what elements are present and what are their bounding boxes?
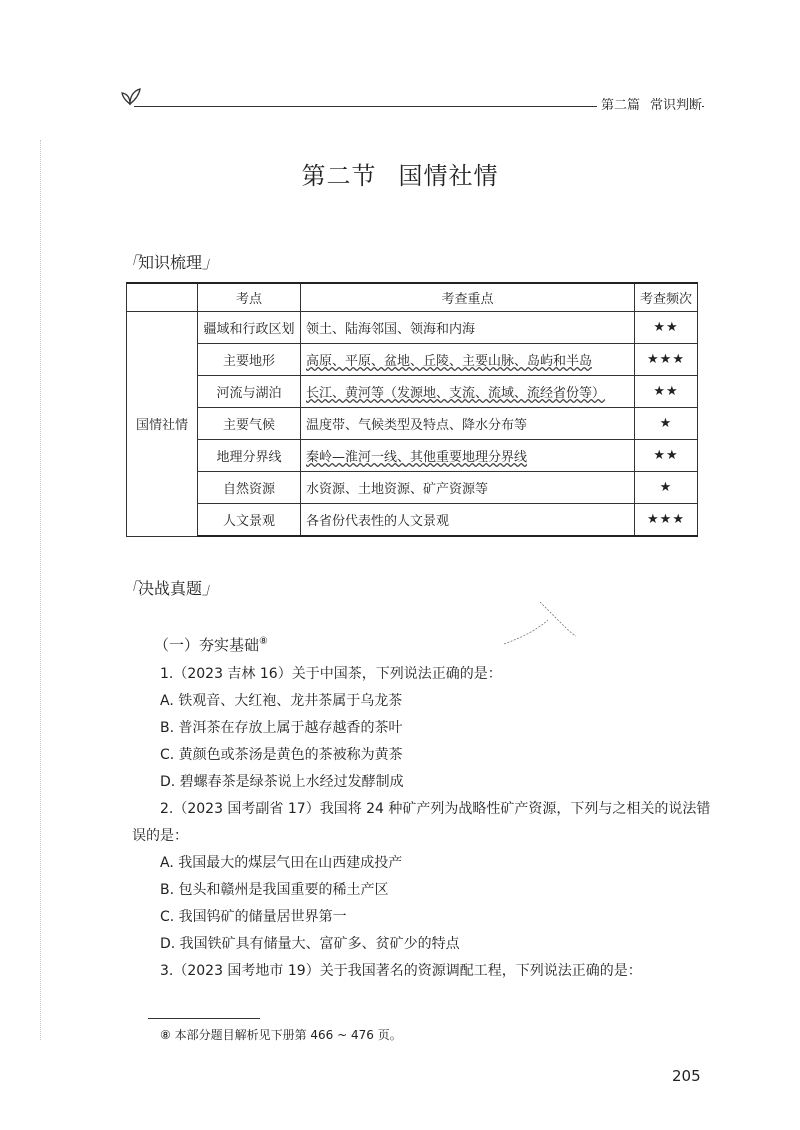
sub-heading: （一）夯实基础⑧	[154, 636, 268, 654]
question-stem: 2.（2023 国考副省 17）我国将 24 种矿产列为战略性矿产资源，下列与之相关的说法错误的是：	[132, 801, 711, 844]
question-stem: 1.（2023 吉林 16）关于中国茶，下列说法正确的是：	[160, 666, 502, 682]
frequency-cell: ★★	[635, 440, 698, 472]
section-title	[0, 156, 800, 191]
focus-cell: 秦岭—淮河一线、其他重要地理分界线	[301, 440, 635, 472]
focus-cell: 领土、陆海邻国、领海和内海	[301, 312, 635, 344]
topic-cell: 河流与湖泊	[198, 376, 301, 408]
frequency-cell: ★★★	[635, 504, 698, 537]
question-option: B. 普洱茶在存放上属于越存越香的茶叶	[160, 720, 403, 736]
scan-edge	[40, 140, 43, 1040]
table-row	[127, 472, 698, 504]
leaf-icon	[118, 84, 144, 106]
footnote-mark: ⑧	[259, 636, 268, 647]
topic-cell: 主要地形	[198, 344, 301, 376]
table-header-row	[127, 283, 698, 312]
header-part: 第二篇	[600, 98, 640, 113]
focus-cell: 高原、平原、盆地、丘陵、主要山脉、岛屿和半岛	[301, 344, 635, 376]
question-option: D. 我国铁矿具有储量大、富矿多、贫矿少的特点	[160, 936, 460, 952]
table-row	[127, 376, 698, 408]
topic-cell: 疆域和行政区划	[198, 312, 301, 344]
question-option: A. 我国最大的煤层气田在山西建成投产	[160, 855, 403, 871]
header-text	[597, 94, 702, 113]
section-number: 第二节	[301, 162, 377, 190]
question-option: B. 包头和赣州是我国重要的稀土产区	[160, 882, 389, 898]
topic-cell: 主要气候	[198, 408, 301, 440]
page-number: 205	[672, 1067, 701, 1085]
frequency-cell: ★★	[635, 376, 698, 408]
table-row	[127, 408, 698, 440]
frequency-cell: ★★	[635, 312, 698, 344]
frequency-cell: ★	[635, 472, 698, 504]
running-header	[118, 84, 708, 114]
table-row	[127, 344, 698, 376]
column-header-topic: 考点	[198, 283, 301, 312]
category-cell: 国情社情	[127, 312, 198, 537]
footnote-rule	[148, 1018, 260, 1019]
footnote: ⑧ 本部分题目解析见下册第 466 ~ 476 页。	[160, 1028, 402, 1042]
header-subject: 常识判断	[649, 98, 702, 113]
table-row	[127, 440, 698, 472]
frequency-cell: ★	[635, 408, 698, 440]
topic-cell: 地理分界线	[198, 440, 301, 472]
table-row	[127, 504, 698, 537]
table-row	[127, 312, 698, 344]
focus-cell: 温度带、气候类型及特点、降水分布等	[301, 408, 635, 440]
knowledge-table	[126, 282, 698, 537]
question-stem: 3.（2023 国考地市 19）关于我国著名的资源调配工程，下列说法正确的是：	[160, 963, 642, 979]
question-option: A. 铁观音、大红袍、龙井茶属于乌龙茶	[160, 693, 403, 709]
topic-cell: 人文景观	[198, 504, 301, 537]
table-header-blank	[127, 283, 198, 312]
question-option: C. 黄颜色或茶汤是黄色的茶被称为黄茶	[160, 747, 403, 763]
column-header-frequency: 考查频次	[635, 283, 698, 312]
topic-cell: 自然资源	[198, 472, 301, 504]
question-option: C. 我国钨矿的储量居世界第一	[160, 909, 347, 925]
knowledge-heading: 「知识梳理」	[122, 253, 219, 272]
header-rule	[134, 106, 606, 107]
questions-area	[132, 628, 712, 985]
section-name: 国情社情	[398, 162, 499, 190]
focus-cell: 各省份代表性的人文景观	[301, 504, 635, 537]
focus-cell: 水资源、土地资源、矿产资源等	[301, 472, 635, 504]
frequency-cell: ★★★	[635, 344, 698, 376]
question-option: D. 碧螺春茶是绿茶说上水经过发酵制成	[160, 774, 404, 790]
exam-heading: 「决战真题」	[122, 579, 219, 598]
column-header-focus: 考查重点	[301, 283, 635, 312]
focus-cell: 长江、黄河等（发源地、支流、流域、流经省份等）	[301, 376, 635, 408]
